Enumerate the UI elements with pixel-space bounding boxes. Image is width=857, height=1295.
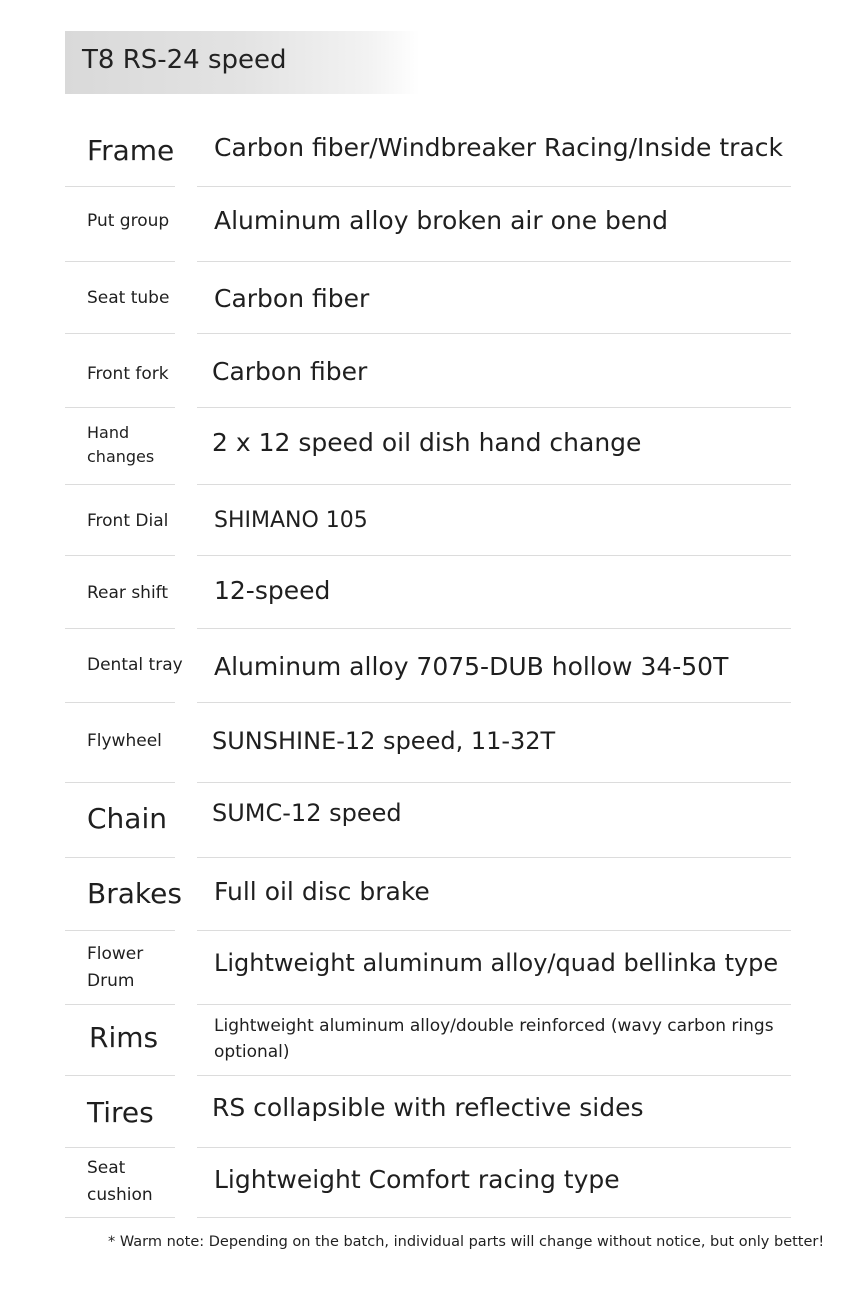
- row-divider: [197, 333, 791, 334]
- row-divider: [197, 1075, 791, 1076]
- spec-value-front-fork: Carbon fiber: [212, 357, 368, 386]
- row-divider: [65, 1217, 175, 1218]
- row-divider: [65, 407, 175, 408]
- row-divider: [197, 702, 791, 703]
- warm-note: * Warm note: Depending on the batch, individual parts will change without notice, but only better!: [108, 1234, 825, 1250]
- row-divider: [197, 930, 791, 931]
- title-banner: [65, 31, 420, 94]
- spec-value-flower-drum: Lightweight aluminum alloy/quad bellinka type: [214, 949, 779, 977]
- row-divider: [197, 186, 791, 187]
- row-divider: [65, 1004, 175, 1005]
- row-divider: [65, 555, 175, 556]
- spec-label-flywheel: Flywheel: [87, 731, 162, 751]
- row-divider: [65, 261, 175, 262]
- row-divider: [197, 484, 791, 485]
- row-divider: [197, 1147, 791, 1148]
- row-divider: [65, 484, 175, 485]
- row-divider: [197, 261, 791, 262]
- spec-label-front-dial: Front Dial: [87, 511, 169, 531]
- spec-value-brakes: Full oil disc brake: [214, 877, 430, 906]
- spec-label-frame: Frame: [87, 134, 175, 167]
- row-divider: [197, 555, 791, 556]
- spec-value-front-dial: SHIMANO 105: [214, 508, 368, 533]
- row-divider: [197, 857, 791, 858]
- spec-value-seat-cushion: Lightweight Comfort racing type: [214, 1165, 620, 1194]
- spec-label-seat-tube: Seat tube: [87, 288, 170, 308]
- spec-value-chain: SUMC-12 speed: [212, 799, 402, 827]
- row-divider: [197, 1217, 791, 1218]
- row-divider: [65, 1147, 175, 1148]
- row-divider: [65, 702, 175, 703]
- spec-label-chain: Chain: [87, 802, 167, 835]
- spec-label-hand-changes: Hand changes: [87, 423, 155, 466]
- spec-value-hand-changes: 2 x 12 speed oil dish hand change: [212, 428, 642, 457]
- row-divider: [197, 1004, 791, 1005]
- spec-value-rear-shift: 12-speed: [214, 576, 331, 605]
- row-divider: [65, 1075, 175, 1076]
- spec-value-dental-tray: Aluminum alloy 7075-DUB hollow 34-50T: [214, 652, 729, 681]
- spec-label-flower-drum: Flower Drum: [87, 944, 144, 991]
- spec-label-dental-tray: Dental tray: [87, 655, 183, 675]
- spec-value-rims: Lightweight aluminum alloy/double reinforced (wavy carbon rings optional): [214, 1016, 774, 1062]
- row-divider: [65, 857, 175, 858]
- spec-value-seat-tube: Carbon fiber: [214, 284, 370, 313]
- spec-label-brakes: Brakes: [87, 877, 182, 910]
- row-divider: [65, 930, 175, 931]
- spec-value-flywheel: SUNSHINE-12 speed, 11-32T: [212, 727, 556, 755]
- page-title: T8 RS-24 speed: [82, 45, 287, 75]
- spec-label-rims: Rims: [89, 1021, 159, 1054]
- row-divider: [197, 628, 791, 629]
- row-divider: [197, 407, 791, 408]
- spec-label-front-fork: Front fork: [87, 364, 169, 384]
- spec-label-seat-cushion: Seat cushion: [87, 1158, 153, 1205]
- spec-value-tires: RS collapsible with reflective sides: [212, 1093, 644, 1122]
- spec-label-put-group: Put group: [87, 211, 170, 231]
- spec-label-rear-shift: Rear shift: [87, 583, 169, 603]
- row-divider: [65, 628, 175, 629]
- row-divider: [65, 782, 175, 783]
- spec-label-tires: Tires: [87, 1096, 154, 1129]
- row-divider: [65, 186, 175, 187]
- row-divider: [65, 333, 175, 334]
- spec-value-put-group: Aluminum alloy broken air one bend: [214, 206, 669, 235]
- spec-value-frame: Carbon fiber/Windbreaker Racing/Inside track: [214, 133, 784, 162]
- row-divider: [197, 782, 791, 783]
